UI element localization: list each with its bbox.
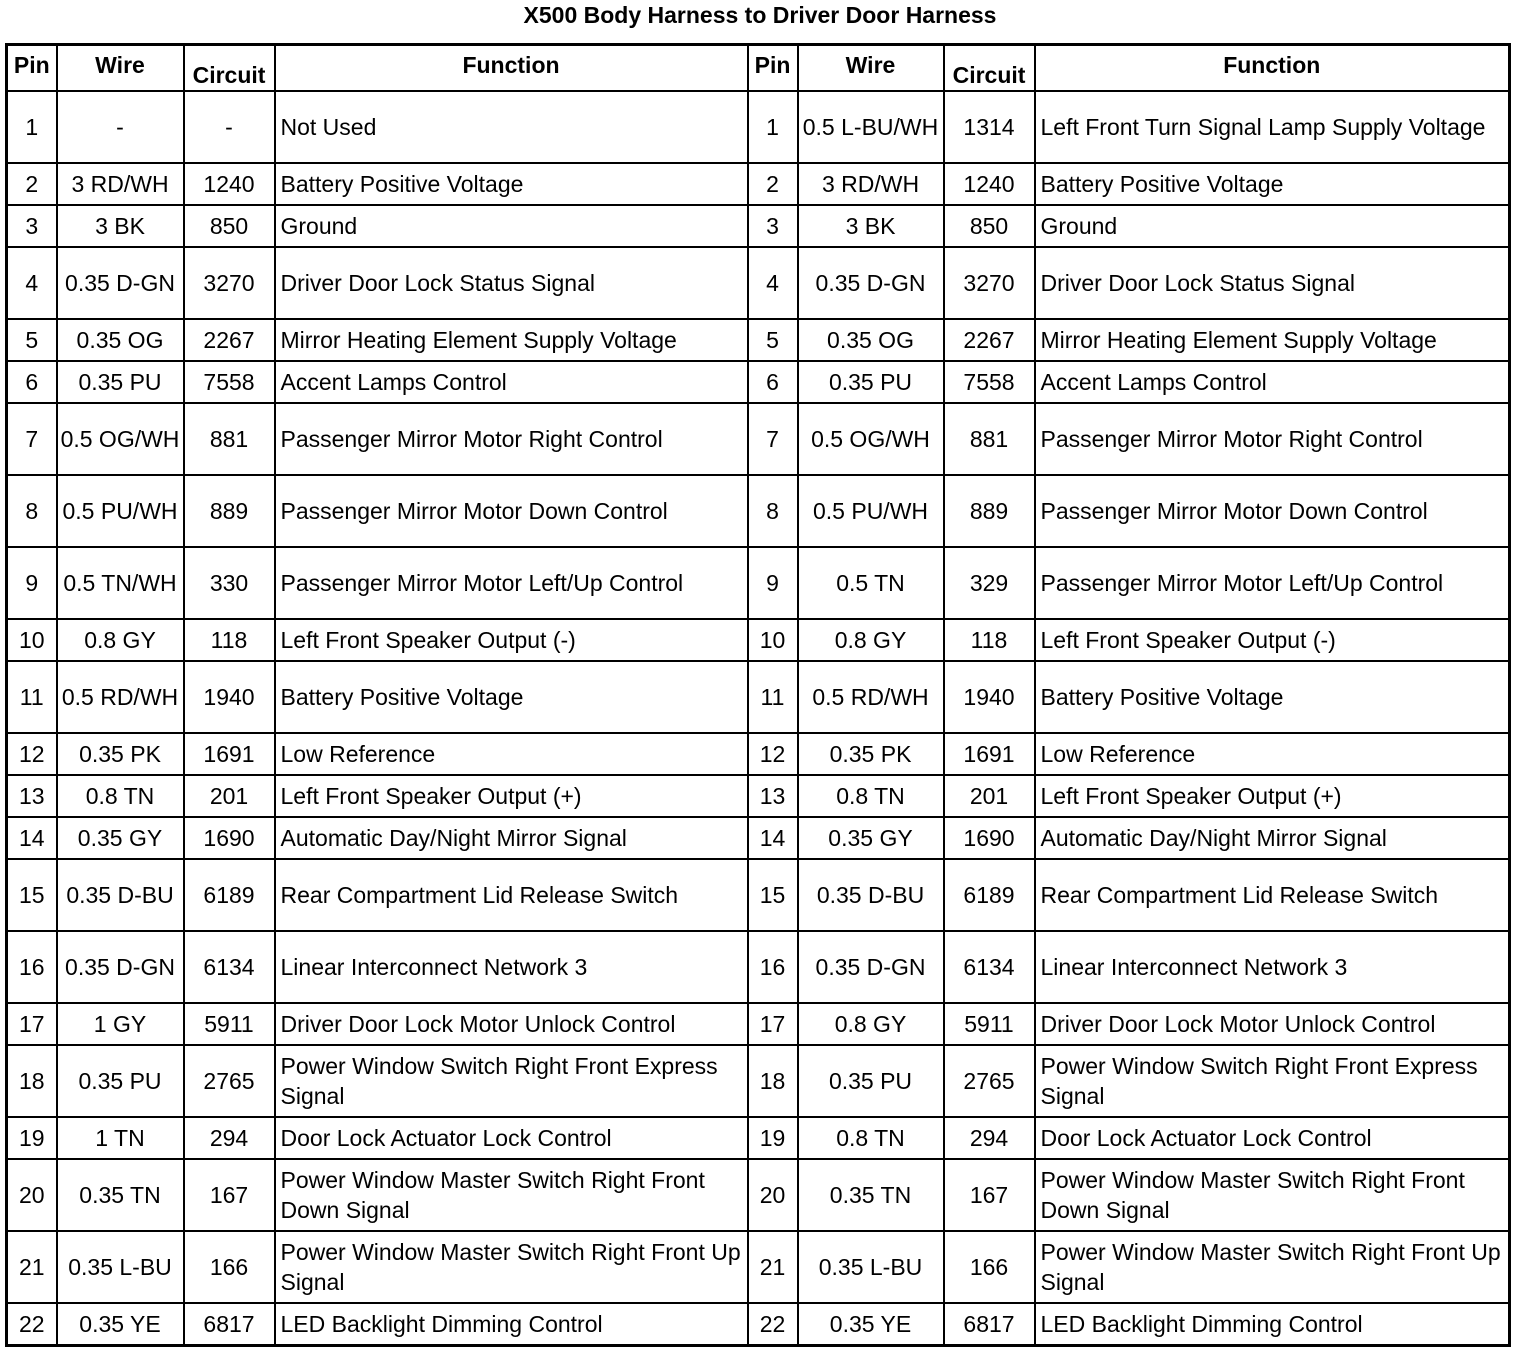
circuit-cell: 166 xyxy=(184,1231,275,1303)
pin-cell: 18 xyxy=(7,1045,57,1117)
function-cell: Automatic Day/Night Mirror Signal xyxy=(1035,817,1510,859)
header-wire-left: Wire xyxy=(57,45,184,92)
table-row xyxy=(7,475,1510,547)
pin-cell: 1 xyxy=(748,91,798,163)
pin-cell: 17 xyxy=(7,1003,57,1045)
circuit-cell: 7558 xyxy=(184,361,275,403)
pin-cell: 9 xyxy=(748,547,798,619)
pin-cell: 15 xyxy=(7,859,57,931)
circuit-cell: 1691 xyxy=(184,733,275,775)
pin-cell: 5 xyxy=(7,319,57,361)
circuit-cell: 2765 xyxy=(184,1045,275,1117)
wire-cell: 0.35 D-GN xyxy=(798,247,944,319)
circuit-cell: 2765 xyxy=(944,1045,1035,1117)
circuit-cell: 881 xyxy=(184,403,275,475)
function-cell: Mirror Heating Element Supply Voltage xyxy=(1035,319,1510,361)
pin-cell: 4 xyxy=(748,247,798,319)
function-cell: Driver Door Lock Motor Unlock Control xyxy=(1035,1003,1510,1045)
pin-cell: 1 xyxy=(7,91,57,163)
wire-cell: 0.8 GY xyxy=(798,1003,944,1045)
table-row xyxy=(7,931,1510,1003)
circuit-cell: 1690 xyxy=(184,817,275,859)
wire-cell: 0.5 L-BU/WH xyxy=(798,91,944,163)
function-cell: Passenger Mirror Motor Right Control xyxy=(275,403,748,475)
pin-cell: 7 xyxy=(748,403,798,475)
wire-cell: 1 GY xyxy=(57,1003,184,1045)
wire-cell: 0.5 RD/WH xyxy=(57,661,184,733)
wire-cell: 0.8 TN xyxy=(798,775,944,817)
pin-cell: 11 xyxy=(748,661,798,733)
wire-cell: 0.35 D-GN xyxy=(57,247,184,319)
circuit-cell: 3270 xyxy=(184,247,275,319)
pin-cell: 4 xyxy=(7,247,57,319)
function-cell: Left Front Speaker Output (+) xyxy=(275,775,748,817)
wire-cell: 0.5 PU/WH xyxy=(57,475,184,547)
function-cell: Battery Positive Voltage xyxy=(275,163,748,205)
pin-cell: 18 xyxy=(748,1045,798,1117)
wire-cell: 0.35 L-BU xyxy=(57,1231,184,1303)
function-cell: Power Window Master Switch Right Front Up Signal xyxy=(1035,1231,1510,1303)
circuit-cell: 889 xyxy=(184,475,275,547)
pin-cell: 5 xyxy=(748,319,798,361)
function-cell: Passenger Mirror Motor Down Control xyxy=(275,475,748,547)
circuit-cell: 1240 xyxy=(184,163,275,205)
table-row xyxy=(7,205,1510,247)
header-pin-right: Pin xyxy=(748,45,798,92)
circuit-cell: 118 xyxy=(184,619,275,661)
circuit-cell: 850 xyxy=(944,205,1035,247)
wire-cell: 0.35 PK xyxy=(798,733,944,775)
function-cell: Driver Door Lock Status Signal xyxy=(1035,247,1510,319)
function-cell: Ground xyxy=(1035,205,1510,247)
header-circuit-right: Circuit xyxy=(944,45,1035,92)
circuit-cell: 6817 xyxy=(184,1303,275,1346)
pin-cell: 11 xyxy=(7,661,57,733)
wire-cell: 0.35 OG xyxy=(798,319,944,361)
wire-cell: 0.35 PU xyxy=(57,1045,184,1117)
pin-cell: 14 xyxy=(748,817,798,859)
header-pin-left: Pin xyxy=(7,45,57,92)
pin-cell: 2 xyxy=(748,163,798,205)
wire-cell: 3 BK xyxy=(798,205,944,247)
table-row xyxy=(7,1303,1510,1346)
pin-cell: 6 xyxy=(748,361,798,403)
table-row xyxy=(7,91,1510,163)
pin-cell: 16 xyxy=(7,931,57,1003)
function-cell: Driver Door Lock Motor Unlock Control xyxy=(275,1003,748,1045)
table-row xyxy=(7,247,1510,319)
function-cell: Mirror Heating Element Supply Voltage xyxy=(275,319,748,361)
wire-cell: 0.35 D-BU xyxy=(798,859,944,931)
circuit-cell: 2267 xyxy=(184,319,275,361)
pin-cell: 21 xyxy=(748,1231,798,1303)
pin-cell: 17 xyxy=(748,1003,798,1045)
function-cell: Battery Positive Voltage xyxy=(275,661,748,733)
function-cell: Linear Interconnect Network 3 xyxy=(275,931,748,1003)
function-cell: Passenger Mirror Motor Right Control xyxy=(1035,403,1510,475)
circuit-cell: 167 xyxy=(944,1159,1035,1231)
function-cell: Left Front Speaker Output (+) xyxy=(1035,775,1510,817)
circuit-cell: 166 xyxy=(944,1231,1035,1303)
wire-cell: 0.35 OG xyxy=(57,319,184,361)
pin-cell: 13 xyxy=(7,775,57,817)
wire-cell: 0.35 TN xyxy=(57,1159,184,1231)
wire-cell: 3 RD/WH xyxy=(798,163,944,205)
pin-cell: 3 xyxy=(7,205,57,247)
circuit-cell: 6134 xyxy=(184,931,275,1003)
function-cell: Left Front Speaker Output (-) xyxy=(1035,619,1510,661)
circuit-cell: 881 xyxy=(944,403,1035,475)
wire-cell: 0.35 PU xyxy=(57,361,184,403)
function-cell: Passenger Mirror Motor Down Control xyxy=(1035,475,1510,547)
function-cell: LED Backlight Dimming Control xyxy=(275,1303,748,1346)
function-cell: Battery Positive Voltage xyxy=(1035,163,1510,205)
pin-cell: 2 xyxy=(7,163,57,205)
circuit-cell: 3270 xyxy=(944,247,1035,319)
wire-cell: 0.35 GY xyxy=(57,817,184,859)
function-cell: Power Window Master Switch Right Front Down Signal xyxy=(1035,1159,1510,1231)
circuit-cell: 294 xyxy=(944,1117,1035,1159)
circuit-cell: 6189 xyxy=(184,859,275,931)
page-title: X500 Body Harness to Driver Door Harness xyxy=(523,2,997,28)
circuit-cell: 7558 xyxy=(944,361,1035,403)
function-cell: Power Window Switch Right Front Express Signal xyxy=(275,1045,748,1117)
wire-cell: 0.35 L-BU xyxy=(798,1231,944,1303)
function-cell: Low Reference xyxy=(275,733,748,775)
circuit-cell: 6134 xyxy=(944,931,1035,1003)
circuit-cell: 118 xyxy=(944,619,1035,661)
wire-cell: 1 TN xyxy=(57,1117,184,1159)
circuit-cell: 6817 xyxy=(944,1303,1035,1346)
pin-cell: 20 xyxy=(7,1159,57,1231)
function-cell: Rear Compartment Lid Release Switch xyxy=(1035,859,1510,931)
pin-cell: 12 xyxy=(7,733,57,775)
header-wire-right: Wire xyxy=(798,45,944,92)
table-row xyxy=(7,619,1510,661)
function-cell: Passenger Mirror Motor Left/Up Control xyxy=(1035,547,1510,619)
pin-cell: 19 xyxy=(748,1117,798,1159)
circuit-cell: 201 xyxy=(184,775,275,817)
circuit-cell: 5911 xyxy=(184,1003,275,1045)
pin-cell: 20 xyxy=(748,1159,798,1231)
table-row xyxy=(7,403,1510,475)
wire-cell: 0.5 TN xyxy=(798,547,944,619)
circuit-cell: 889 xyxy=(944,475,1035,547)
wire-cell: 0.5 RD/WH xyxy=(798,661,944,733)
circuit-cell: 329 xyxy=(944,547,1035,619)
function-cell: Not Used xyxy=(275,91,748,163)
table-row xyxy=(7,775,1510,817)
pin-cell: 15 xyxy=(748,859,798,931)
function-cell: Low Reference xyxy=(1035,733,1510,775)
table-row xyxy=(7,319,1510,361)
wire-cell: 0.5 PU/WH xyxy=(798,475,944,547)
pin-cell: 19 xyxy=(7,1117,57,1159)
wire-cell: 0.35 YE xyxy=(57,1303,184,1346)
pin-cell: 7 xyxy=(7,403,57,475)
wire-cell: 3 BK xyxy=(57,205,184,247)
circuit-cell: 1691 xyxy=(944,733,1035,775)
pin-cell: 22 xyxy=(7,1303,57,1346)
wire-cell: 0.5 OG/WH xyxy=(57,403,184,475)
table-row xyxy=(7,661,1510,733)
pin-cell: 13 xyxy=(748,775,798,817)
table-row xyxy=(7,1045,1510,1117)
pinout-table xyxy=(5,43,1511,1347)
header-row xyxy=(7,45,1510,92)
circuit-cell: 201 xyxy=(944,775,1035,817)
circuit-cell: 1940 xyxy=(944,661,1035,733)
table-row xyxy=(7,859,1510,931)
function-cell: Left Front Turn Signal Lamp Supply Voltage xyxy=(1035,91,1510,163)
table-row xyxy=(7,1117,1510,1159)
circuit-cell: 6189 xyxy=(944,859,1035,931)
circuit-cell: 294 xyxy=(184,1117,275,1159)
function-cell: Driver Door Lock Status Signal xyxy=(275,247,748,319)
circuit-cell: 1690 xyxy=(944,817,1035,859)
pin-cell: 9 xyxy=(7,547,57,619)
function-cell: Rear Compartment Lid Release Switch xyxy=(275,859,748,931)
function-cell: Power Window Master Switch Right Front Up Signal xyxy=(275,1231,748,1303)
wire-cell: 3 RD/WH xyxy=(57,163,184,205)
circuit-cell: - xyxy=(184,91,275,163)
function-cell: Accent Lamps Control xyxy=(1035,361,1510,403)
function-cell: Power Window Switch Right Front Express Signal xyxy=(1035,1045,1510,1117)
circuit-cell: 2267 xyxy=(944,319,1035,361)
table-row xyxy=(7,1231,1510,1303)
circuit-cell: 330 xyxy=(184,547,275,619)
table-row xyxy=(7,361,1510,403)
wire-cell: 0.35 TN xyxy=(798,1159,944,1231)
table-row xyxy=(7,547,1510,619)
header-function-left: Function xyxy=(275,45,748,92)
wire-cell: 0.35 D-GN xyxy=(798,931,944,1003)
header-circuit-left: Circuit xyxy=(184,45,275,92)
wire-cell: 0.8 GY xyxy=(57,619,184,661)
function-cell: Automatic Day/Night Mirror Signal xyxy=(275,817,748,859)
pin-cell: 8 xyxy=(748,475,798,547)
pin-cell: 21 xyxy=(7,1231,57,1303)
table-row xyxy=(7,163,1510,205)
pin-cell: 10 xyxy=(748,619,798,661)
pin-cell: 16 xyxy=(748,931,798,1003)
circuit-cell: 850 xyxy=(184,205,275,247)
function-cell: Door Lock Actuator Lock Control xyxy=(1035,1117,1510,1159)
circuit-cell: 5911 xyxy=(944,1003,1035,1045)
circuit-cell: 1940 xyxy=(184,661,275,733)
wire-cell: 0.8 GY xyxy=(798,619,944,661)
table-row xyxy=(7,1159,1510,1231)
wire-cell: 0.35 D-GN xyxy=(57,931,184,1003)
wire-cell: 0.35 YE xyxy=(798,1303,944,1346)
table-row xyxy=(7,733,1510,775)
pin-cell: 8 xyxy=(7,475,57,547)
wire-cell: 0.8 TN xyxy=(57,775,184,817)
circuit-cell: 167 xyxy=(184,1159,275,1231)
pin-cell: 3 xyxy=(748,205,798,247)
function-cell: Battery Positive Voltage xyxy=(1035,661,1510,733)
table-row xyxy=(7,817,1510,859)
function-cell: Passenger Mirror Motor Left/Up Control xyxy=(275,547,748,619)
pin-cell: 22 xyxy=(748,1303,798,1346)
wire-cell: 0.35 PK xyxy=(57,733,184,775)
function-cell: Power Window Master Switch Right Front Down Signal xyxy=(275,1159,748,1231)
wire-cell: 0.35 GY xyxy=(798,817,944,859)
wire-cell: 0.8 TN xyxy=(798,1117,944,1159)
wire-cell: 0.35 PU xyxy=(798,1045,944,1117)
wire-cell: - xyxy=(57,91,184,163)
wire-cell: 0.5 OG/WH xyxy=(798,403,944,475)
pin-cell: 14 xyxy=(7,817,57,859)
pin-cell: 6 xyxy=(7,361,57,403)
circuit-cell: 1240 xyxy=(944,163,1035,205)
function-cell: Accent Lamps Control xyxy=(275,361,748,403)
pin-cell: 12 xyxy=(748,733,798,775)
wire-cell: 0.35 D-BU xyxy=(57,859,184,931)
wire-cell: 0.5 TN/WH xyxy=(57,547,184,619)
function-cell: Left Front Speaker Output (-) xyxy=(275,619,748,661)
pin-cell: 10 xyxy=(7,619,57,661)
wire-cell: 0.35 PU xyxy=(798,361,944,403)
circuit-cell: 1314 xyxy=(944,91,1035,163)
function-cell: Ground xyxy=(275,205,748,247)
function-cell: Linear Interconnect Network 3 xyxy=(1035,931,1510,1003)
function-cell: Door Lock Actuator Lock Control xyxy=(275,1117,748,1159)
header-function-right: Function xyxy=(1035,45,1510,92)
function-cell: LED Backlight Dimming Control xyxy=(1035,1303,1510,1346)
table-row xyxy=(7,1003,1510,1045)
